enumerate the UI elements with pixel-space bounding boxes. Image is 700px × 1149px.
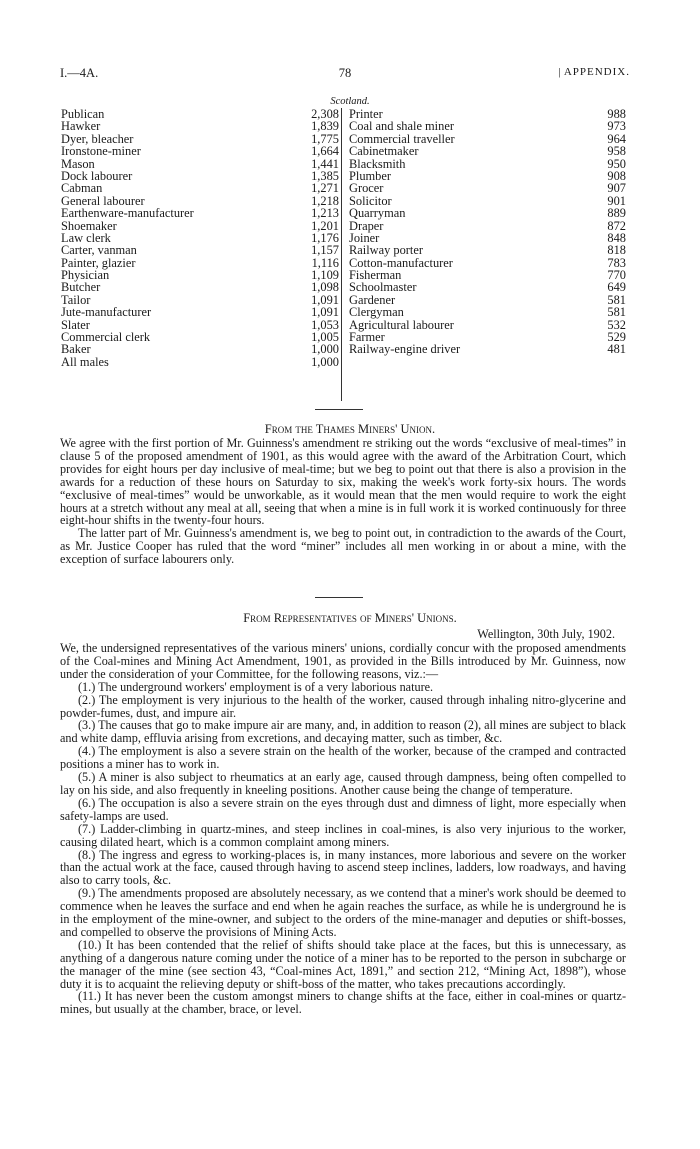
report-reference: I.—4A. — [60, 66, 99, 80]
reason-item: (9.) The amendments proposed are absolutely necessary, as we contend that a miner's work should be deemed to commence when he leaves the surface and end when he again reaches the surface, as while he is underground he is in the employment of the mine-owner, and subject to the orders of the mine-manager and deputies or shift-bosses, and compelled to observe the provisions of Mining Acts. — [60, 886, 626, 939]
occupation-name: Railway-engine driver — [349, 342, 461, 357]
occupation-name: Solicitor — [349, 193, 392, 208]
table-row — [61, 244, 626, 256]
occupation-name: Carter, vanman — [61, 243, 137, 258]
table-row — [61, 306, 626, 318]
table-row — [61, 269, 626, 281]
occupation-name: Mason — [61, 156, 95, 171]
occupation-value: 1,098 — [311, 280, 339, 295]
occupation-value: 481 — [607, 342, 626, 357]
table-row — [61, 331, 626, 343]
occupation-name: Slater — [61, 317, 90, 332]
reason-item: (11.) It has never been the custom amongst miners to change shifts at the face, either in coal-mines or quartz-mines, but usually at the chamber, brace, or level. — [60, 989, 626, 1017]
occupation-name: Farmer — [349, 330, 385, 345]
occupation-name: Railway porter — [349, 243, 423, 258]
occupation-value: 950 — [607, 156, 626, 171]
table-row — [61, 356, 626, 368]
occupation-value: 1,053 — [311, 317, 339, 332]
occupation-value: 1,091 — [311, 292, 339, 307]
occupation-name: Jute-manufacturer — [61, 305, 152, 320]
occupation-name: Painter, glazier — [61, 255, 136, 270]
occupation-name: Coal and shale miner — [349, 119, 454, 134]
occupation-value: 1,091 — [311, 305, 339, 320]
occupation-name: Dyer, bleacher — [61, 131, 134, 146]
occupation-name: Grocer — [349, 181, 384, 196]
occupation-name: Hawker — [61, 119, 101, 134]
reason-item: (10.) It has been contended that the relief of shifts should take place at the faces, but this is unnecessary, as anything of a dangerous nature coming under the notice of a miner has to be reported to the person in subcharge or the manager of the mine (see section 43, “Coal-mines Act, 1891,” and section 212, “Mining Act, 1898”), whose duty it is to acquaint the relieving deputy or shift-boss of the matter, who takes precautions accordingly. — [60, 937, 626, 991]
occupation-value: 1,385 — [311, 168, 339, 183]
occupation-value: 783 — [607, 255, 626, 270]
thames-letter — [60, 437, 626, 566]
occupation-name: Earthenware-manufacturer — [61, 206, 194, 221]
occupation-name: Joiner — [349, 230, 380, 245]
occupation-value: 964 — [607, 131, 626, 146]
thames-section-title: From the Thames Miners' Union. — [264, 422, 436, 436]
occupation-value: 1,000 — [311, 354, 339, 369]
occupation-name: Tailor — [61, 292, 91, 307]
occupation-value: 818 — [607, 243, 626, 258]
occupation-name: Law clerk — [61, 230, 111, 245]
occupation-name: Butcher — [61, 280, 101, 295]
occupation-value: 1,000 — [311, 342, 339, 357]
occupation-name: General labourer — [61, 193, 145, 208]
occupation-name: Quarryman — [349, 206, 406, 221]
occupation-value: 1,664 — [311, 144, 339, 159]
reps-intro: We, the undersigned representatives of the various miners' unions, cordially concur with the proposed amendments of the Coal-mines and Mining Act Amendment, 1901, as provided in the Bills introduced by Mr. Guinness, now under the consideration of your Committee, for the following reasons, viz.:— — [60, 641, 626, 681]
reason-item: (4.) The employment is also a severe strain on the health of the worker, because of the cramped and contracted positions a miner has to work in. — [60, 744, 626, 772]
table-row — [61, 158, 626, 170]
reason-item: (7.) Ladder-climbing in quartz-mines, and steep inclines in coal-mines, is also very injurious to the worker, causing dilated heart, which is a common complaint among miners. — [60, 821, 626, 849]
reason-item: (6.) The occupation is also a severe strain on the eyes through dust and dimness of light, more especially when safety-lamps are used. — [60, 795, 626, 823]
occupation-name: All males — [61, 354, 109, 369]
occupation-name: Publican — [61, 107, 105, 121]
occupation-name: Physician — [61, 268, 110, 283]
occupation-value: 1,271 — [311, 181, 339, 196]
reps-letter — [60, 642, 626, 1016]
occupation-table — [61, 108, 626, 368]
occupation-name: Cabman — [61, 181, 103, 196]
occupation-name: Cotton-manufacturer — [349, 255, 453, 270]
occupation-value: 529 — [607, 330, 626, 345]
occupation-name: Baker — [61, 342, 91, 357]
occupation-value: 1,109 — [311, 268, 339, 283]
occupation-name: Clergyman — [349, 305, 404, 320]
table-row — [61, 133, 626, 145]
table-row — [61, 108, 626, 120]
occupation-value: 907 — [607, 181, 626, 196]
reason-item: (5.) A miner is also subject to rheumatics at an early age, caused through dampness, being often compelled to lay on his side, and also frequently in kneeling positions. Another cause being the change of temperature. — [60, 770, 626, 797]
section-divider — [315, 597, 363, 598]
occupation-value: 649 — [607, 280, 626, 295]
occupation-name: Commercial traveller — [349, 131, 455, 146]
occupation-name: Blacksmith — [349, 156, 406, 171]
occupation-name: Printer — [349, 107, 383, 121]
occupation-value: 889 — [607, 206, 626, 221]
thames-paragraph-1: We agree with the first portion of Mr. Guinness's amendment re striking out the words “exclusive of meal-times” in clause 5 of the proposed amendment of 1901, as this would agree with the award of the Arbitration Court, which provides for eight hours per day inclusive of meal-time; but we beg to point out that there is also a provision in the awards for a reduction of these hours on Saturday to six, making the week's work forty-six hours. The words “exclusive of meal-times” would be unworkable, as it would mean that the men would require to work the eight hours at a stretch without any meal at all, seeing that when a mine is in full work it is worked continuously for three eight-hour shifts in the twenty-four hours. — [60, 436, 626, 528]
occupation-value: 581 — [607, 305, 626, 320]
table-row — [61, 281, 626, 293]
occupation-value: 973 — [607, 119, 626, 134]
occupation-value: 1,157 — [311, 243, 339, 258]
reason-item: (1.) The underground workers' employment is of a very laborious nature. — [78, 679, 434, 694]
appendix-label: | APPENDIX. — [559, 66, 630, 78]
reason-item: (2.) The employment is very injurious to the health of the worker, caused through inhaling nitro-glycerine and powder-fumes, dust, and impure air. — [60, 692, 626, 720]
occupation-value: 1,441 — [311, 156, 339, 171]
table-row — [61, 343, 626, 355]
occupation-value: 1,005 — [311, 330, 339, 345]
occupation-name: Gardener — [349, 292, 396, 307]
occupation-name: Agricultural labourer — [349, 317, 454, 332]
occupation-value: 848 — [607, 230, 626, 245]
table-row — [61, 257, 626, 269]
occupation-name: Commercial clerk — [61, 330, 151, 345]
reps-section-title: From Representatives of Miners' Unions. — [243, 611, 457, 625]
occupation-value: 1,839 — [311, 119, 339, 134]
occupation-name: Draper — [349, 218, 384, 233]
occupation-name: Shoemaker — [61, 218, 117, 233]
occupation-name: Schoolmaster — [349, 280, 417, 295]
table-row — [61, 207, 626, 219]
reason-item: (3.) The causes that go to make impure air are many, and, in addition to reason (2), all mines are subject to black and white damp, effluvia arising from excretions, and decaying matter, such as timber, &c. — [60, 718, 626, 746]
occupation-value: 1,176 — [311, 230, 339, 245]
reason-item: (8.) The ingress and egress to working-places is, in many instances, more laborious and severe on the worker than the actual work at the face, caused through having to ascend steep inclines, ladders, low roadways, and having also to carry tools, &c. — [60, 847, 626, 888]
occupation-value: 581 — [607, 292, 626, 307]
thames-paragraph-2: The latter part of Mr. Guinness's amendment is, we beg to point out, in contradiction to the awards of the Court, as Mr. Justice Cooper has ruled that the word “miner” includes all men working in or about a mine, with the exception of surface labourers only. — [60, 526, 626, 567]
occupation-value: 770 — [607, 268, 626, 283]
table-row — [61, 120, 626, 132]
occupation-name: Ironstone-miner — [61, 144, 141, 159]
table-row — [61, 145, 626, 157]
occupation-value: 958 — [607, 144, 626, 159]
occupation-name: Fisherman — [349, 268, 402, 283]
table-row — [61, 170, 626, 182]
table-caption: Scotland. — [330, 96, 370, 107]
occupation-value: 988 — [607, 107, 626, 121]
occupation-value: 532 — [607, 317, 626, 332]
occupation-value: 901 — [607, 193, 626, 208]
occupation-name: Cabinetmaker — [349, 144, 419, 159]
occupation-value: 908 — [607, 168, 626, 183]
page-number: 78 — [338, 66, 352, 80]
occupation-value: 1,218 — [311, 193, 339, 208]
running-header — [60, 66, 630, 84]
occupation-value: 872 — [607, 218, 626, 233]
table-row — [61, 220, 626, 232]
occupation-value: 1,116 — [311, 255, 339, 270]
table-row — [61, 232, 626, 244]
occupation-value: 1,213 — [311, 206, 339, 221]
occupation-name: Plumber — [349, 168, 391, 183]
occupation-name: Dock labourer — [61, 168, 133, 183]
section-divider — [315, 409, 363, 410]
occupation-value: 2,308 — [311, 107, 339, 121]
dateline: Wellington, 30th July, 1902. — [477, 627, 615, 641]
occupation-value: 1,201 — [311, 218, 339, 233]
occupation-value: 1,775 — [311, 131, 339, 146]
table-row — [61, 182, 626, 194]
